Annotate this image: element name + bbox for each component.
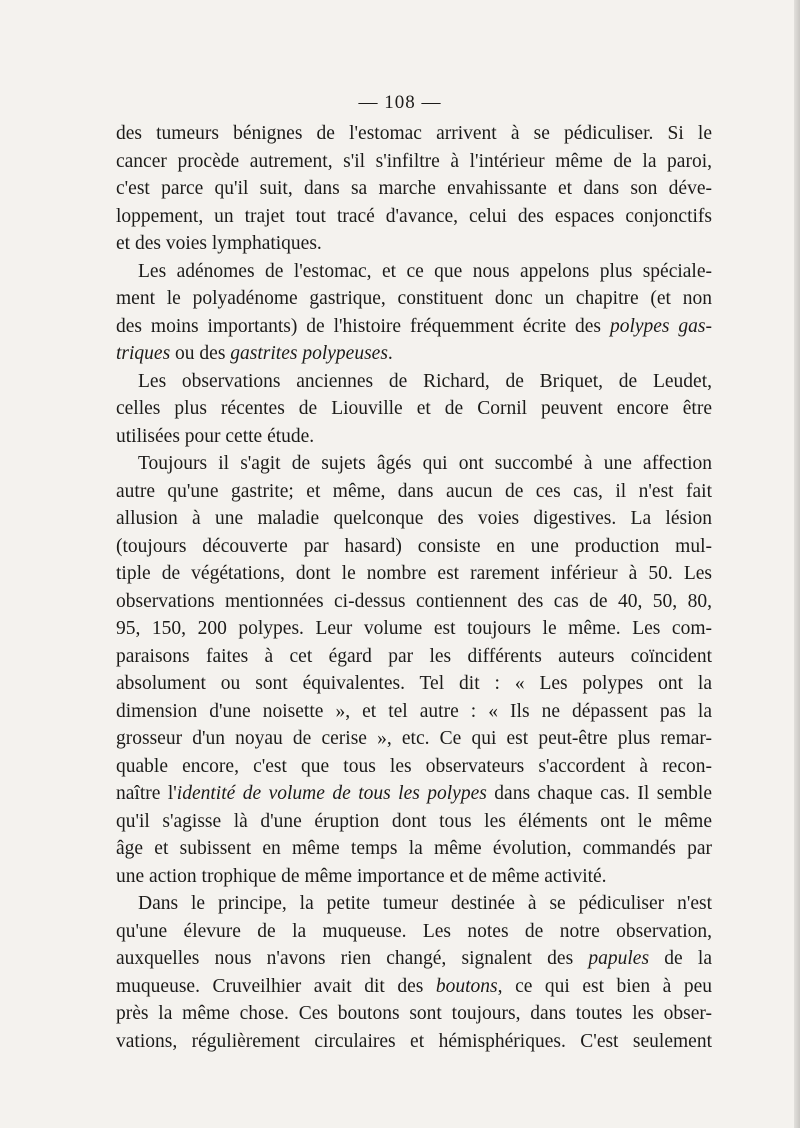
text-run: qu'une élevure de la muqueuse. Les notes de notre observation, <box>116 920 712 942</box>
text-line <box>116 505 712 533</box>
text-run: grosseur d'un noyau de cerise », etc. Ce qui est peut-être plus remar- <box>116 728 712 749</box>
text-line <box>116 643 712 671</box>
italic-text: papules <box>588 948 650 969</box>
text-run: paraisons faites à cet égard par les différents auteurs coïncident <box>116 645 712 667</box>
text-run: (toujours découverte par hasard) consiste en une production mul- <box>116 535 712 557</box>
text-line <box>116 203 712 231</box>
text-line <box>116 148 712 176</box>
page-number: — 108 — <box>358 92 442 113</box>
text-run: vations, régulièrement circulaires et hémisphériques. C'est seulement <box>116 1030 712 1052</box>
text-line <box>116 670 712 698</box>
text-run: observations mentionnées ci-dessus contiennent des cas de 40, 50, 80, <box>116 590 712 612</box>
text-line <box>116 698 712 726</box>
text-run: des moins importants) de l'histoire fréquemment écrite des <box>116 315 610 337</box>
text-line <box>116 258 712 286</box>
text-line <box>116 285 712 313</box>
page-edge <box>794 0 800 1128</box>
text-run: quable encore, c'est que tous les observateurs s'accordent à recon- <box>116 755 712 777</box>
italic-text: triques <box>116 343 171 364</box>
italic-text: polypes gas- <box>609 315 712 337</box>
text-line <box>116 120 712 148</box>
italic-text: gastrites polypeuses <box>230 343 388 364</box>
text-run: qu'il s'agisse là d'une éruption dont tous les éléments ont le même <box>116 810 712 832</box>
text-run: Toujours il s'agit de sujets âgés qui ont succombé à une affection <box>138 453 712 474</box>
italic-text: identité de volume de tous les polypes <box>176 783 487 804</box>
text-line <box>116 615 712 643</box>
text-line <box>116 973 712 1001</box>
text-run: dans chaque cas. Il semble <box>486 783 712 804</box>
text-run: ment le polyadénome gastrique, constituent donc un chapitre (et non <box>116 288 712 309</box>
text-run: , ce qui est bien à peu <box>497 975 712 997</box>
text-line <box>116 1028 712 1056</box>
text-line <box>116 313 712 341</box>
text-line <box>116 808 712 836</box>
text-line <box>116 835 712 863</box>
text-run: celles plus récentes de Liouville et de Cornil peuvent encore être <box>116 398 712 419</box>
text-run: Les adénomes de l'estomac, et ce que nous appelons plus spéciale- <box>138 260 712 282</box>
text-run: utilisées pour cette étude. <box>116 425 315 447</box>
text-run: tiple de végétations, dont le nombre est rarement inférieur à 50. Les <box>116 563 712 584</box>
text-line <box>116 395 712 423</box>
text-run: et des voies lymphatiques. <box>116 233 322 254</box>
italic-text: boutons <box>435 975 498 997</box>
text-line <box>116 753 712 781</box>
text-line <box>116 725 712 753</box>
text-line <box>116 863 712 891</box>
text-line <box>116 423 712 451</box>
text-line <box>116 230 712 258</box>
text-run: près la même chose. Ces boutons sont toujours, dans toutes les obser- <box>116 1003 712 1024</box>
text-run: de la <box>649 948 712 969</box>
text-run: des tumeurs bénignes de l'estomac arrivent à se pédiculiser. Si le <box>116 123 712 144</box>
body-text <box>116 120 712 1055</box>
text-line <box>116 588 712 616</box>
text-run: muqueuse. Cruveilhier avait dit des <box>116 975 436 997</box>
text-run: c'est parce qu'il suit, dans sa marche envahissante et dans son déve- <box>116 178 712 199</box>
text-run: ou des <box>170 343 231 364</box>
text-line <box>116 945 712 973</box>
text-run: dimension d'une noisette », et tel autre : « Ils ne dépassent pas la <box>116 700 712 722</box>
text-run: âge et subissent en même temps la même évolution, commandés par <box>116 838 712 859</box>
text-run: loppement, un trajet tout tracé d'avance, celui des espaces conjonctifs <box>116 205 712 227</box>
text-line <box>116 533 712 561</box>
text-run: 95, 150, 200 polypes. Leur volume est toujours le même. Les com- <box>116 618 712 639</box>
text-run: une action trophique de même importance et de même activité. <box>116 865 607 887</box>
text-run: absolument ou sont équivalentes. Tel dit : « Les polypes ont la <box>116 673 712 694</box>
text-line <box>116 340 712 368</box>
text-run: autre qu'une gastrite; et même, dans aucun de ces cas, il n'est fait <box>116 480 712 502</box>
text-run: auxquelles nous n'avons rien changé, signalent des <box>116 948 589 969</box>
text-run: naître l' <box>116 783 177 804</box>
text-run: . <box>387 343 393 364</box>
text-line <box>116 368 712 396</box>
text-line <box>116 890 712 918</box>
text-run: Dans le principe, la petite tumeur destinée à se pédiculiser n'est <box>138 893 712 914</box>
text-line <box>116 478 712 506</box>
text-line <box>116 918 712 946</box>
text-line <box>116 450 712 478</box>
text-line <box>116 1000 712 1028</box>
text-line <box>116 780 712 808</box>
text-line <box>116 175 712 203</box>
text-run: allusion à une maladie quelconque des voies digestives. La lésion <box>116 508 712 529</box>
text-run: Les observations anciennes de Richard, de Briquet, de Leudet, <box>138 370 712 392</box>
text-line <box>116 560 712 588</box>
text-run: cancer procède autrement, s'il s'infiltre à l'intérieur même de la paroi, <box>116 150 712 172</box>
